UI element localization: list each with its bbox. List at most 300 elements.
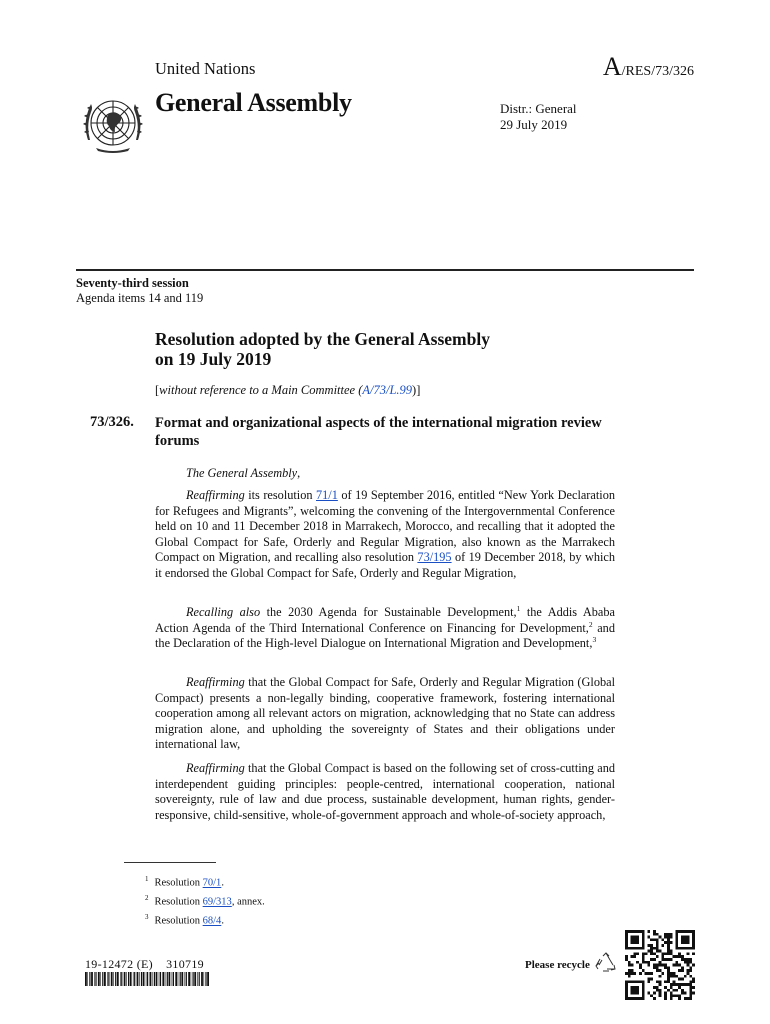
barcode-bar xyxy=(147,972,148,986)
qr-module xyxy=(689,966,692,969)
preamble-opening xyxy=(155,466,615,482)
qr-module xyxy=(675,975,678,978)
qr-module xyxy=(653,930,656,933)
barcode-bar xyxy=(111,972,113,986)
qr-module xyxy=(650,978,653,981)
qr-module xyxy=(673,975,676,978)
qr-module xyxy=(650,944,653,947)
qr-module xyxy=(670,972,673,975)
qr-module xyxy=(673,955,676,958)
barcode-bar xyxy=(181,972,183,986)
barcode-bar xyxy=(98,972,100,986)
qr-module xyxy=(667,952,670,955)
recycle-icon xyxy=(594,951,618,975)
qr-module xyxy=(631,969,634,972)
p4-rest: that the Global Compact is based on the following set of cross-cutting and interdependent guiding principles: people-centred, international cooperation, national sovereignty, rule of law and due process, sustainable development, human rights, gender-responsive, child-sensitive, whole-of-government approach and whole-of-society approach, xyxy=(155,761,615,822)
barcode-icon xyxy=(85,972,210,986)
barcode-bar xyxy=(154,972,155,986)
footnote-rule xyxy=(124,862,216,863)
qr-module xyxy=(664,964,667,967)
qr-module xyxy=(656,955,659,958)
note-ref-link[interactable]: A/73/L.99 xyxy=(362,383,413,397)
barcode-bar xyxy=(205,972,206,986)
qr-module xyxy=(670,983,673,986)
qr-module xyxy=(692,986,695,989)
qr-module xyxy=(684,958,687,961)
qr-module xyxy=(639,972,642,975)
qr-module xyxy=(631,936,639,944)
ref-70-1-link[interactable]: 70/1 xyxy=(202,877,222,889)
qr-module xyxy=(650,958,653,961)
barcode-bar xyxy=(186,972,187,986)
qr-module xyxy=(675,955,678,958)
qr-module xyxy=(678,978,681,981)
barcode-bar xyxy=(108,972,109,986)
qr-module xyxy=(633,972,636,975)
barcode-bar xyxy=(160,972,161,986)
footnote-number: 3 xyxy=(145,913,149,921)
barcode-bar xyxy=(85,972,87,986)
qr-module xyxy=(659,994,662,997)
qr-module xyxy=(667,950,670,953)
p3-italic: Reaffirming xyxy=(186,675,245,689)
qr-module xyxy=(667,936,670,939)
document-symbol xyxy=(603,52,694,82)
qr-module xyxy=(653,938,656,941)
barcode-bar xyxy=(172,972,173,986)
qr-module xyxy=(689,980,692,983)
footnote-text: Resolution xyxy=(154,915,203,927)
agenda-items: Agenda items 14 and 119 xyxy=(76,291,204,305)
ref-68-4-link[interactable]: 68/4 xyxy=(202,915,222,927)
qr-module xyxy=(628,972,631,975)
qr-module xyxy=(667,972,670,975)
barcode-bar xyxy=(185,972,186,986)
footnote-text: . xyxy=(221,877,224,889)
qr-module xyxy=(678,997,681,1000)
qr-module xyxy=(647,930,650,933)
footnote-text: Resolution xyxy=(154,896,203,908)
qr-module xyxy=(661,972,664,975)
barcode-bar xyxy=(120,972,121,986)
barcode-bar xyxy=(175,972,177,986)
qr-module xyxy=(645,961,648,964)
committee-note xyxy=(155,383,420,398)
qr-module xyxy=(681,958,684,961)
qr-module xyxy=(667,941,670,944)
qr-module xyxy=(670,986,673,989)
barcode-bar xyxy=(199,972,200,986)
qr-module xyxy=(681,936,689,944)
barcode-bar xyxy=(124,972,126,986)
qr-module xyxy=(667,980,670,983)
qr-module xyxy=(661,955,664,958)
qr-module xyxy=(661,952,664,955)
qr-module xyxy=(664,936,667,939)
qr-module xyxy=(673,972,676,975)
qr-module xyxy=(692,964,695,967)
qr-module xyxy=(670,992,673,995)
p1-t3: of 19 December 2018, by which it endorsed the Global Compact for Safe, Orderly and Regular Migration, xyxy=(155,550,615,580)
barcode-bar xyxy=(134,972,135,986)
footnotes xyxy=(145,872,265,929)
qr-module xyxy=(692,978,695,981)
qr-module xyxy=(647,978,650,981)
qr-module xyxy=(625,958,628,961)
footnote-text: . xyxy=(221,915,224,927)
barcode-bar xyxy=(150,972,152,986)
qr-module xyxy=(661,938,664,941)
qr-module xyxy=(678,955,681,958)
qr-module xyxy=(659,936,662,939)
barcode-bar xyxy=(143,972,145,986)
footnote-text: , annex. xyxy=(231,896,265,908)
barcode-bar xyxy=(191,972,192,986)
barcode-bar xyxy=(89,972,90,986)
p2-t2: the Addis Ababa Action Agenda of the Third International Conference on Financing for Development, xyxy=(155,605,615,635)
note-text: without reference to a Main Committee ( xyxy=(159,383,363,397)
qr-module xyxy=(631,986,639,994)
qr-module xyxy=(653,958,656,961)
barcode-bar xyxy=(194,972,196,986)
barcode-bar xyxy=(162,972,164,986)
qr-module xyxy=(664,952,667,955)
p1-t2: of 19 September 2016, entitled “New York Declaration for Refugees and Migrants”, welcoming the convening of the Intergovernmental Conference held on 10 and 11 December 2018 in Marrakech, Morocco, and recalling that it adopted the Global Compact for Safe, Orderly and Regular Migration, also known as the Marrakech Compact on Migration, and recalling also resolution xyxy=(155,488,615,565)
qr-module xyxy=(628,964,631,967)
ref-73-195-link[interactable]: 73/195 xyxy=(417,550,452,565)
qr-module xyxy=(642,955,645,958)
qr-module xyxy=(656,941,659,944)
qr-module xyxy=(667,944,670,947)
qr-module xyxy=(664,966,667,969)
qr-module xyxy=(633,955,636,958)
footnote-number: 2 xyxy=(145,894,149,902)
qr-module xyxy=(647,964,650,967)
qr-module xyxy=(675,994,678,997)
p2-t1: the 2030 Agenda for Sustainable Development, xyxy=(260,605,517,619)
barcode-bar xyxy=(133,972,134,986)
qr-module xyxy=(684,992,687,995)
qr-module xyxy=(681,969,684,972)
qr-module xyxy=(639,966,642,969)
qr-module xyxy=(678,986,681,989)
qr-module xyxy=(670,994,673,997)
symbol-prefix: A xyxy=(602,52,622,81)
qr-module xyxy=(689,994,692,997)
qr-module xyxy=(667,969,670,972)
qr-module xyxy=(664,958,667,961)
p0-italic: The General Assembly xyxy=(186,466,298,480)
barcode-bar xyxy=(156,972,158,986)
qr-module xyxy=(647,992,650,995)
qr-module xyxy=(625,955,628,958)
barcode-bar xyxy=(197,972,198,986)
qr-module xyxy=(692,952,695,955)
qr-module xyxy=(664,980,667,983)
qr-module xyxy=(659,983,662,986)
qr-module xyxy=(670,958,673,961)
qr-code-icon xyxy=(625,930,695,1000)
qr-module xyxy=(689,969,692,972)
p2-t3: and the Declaration of the High-level Dialogue on International Migration and Development, xyxy=(155,620,615,651)
qr-module xyxy=(667,978,670,981)
barcode-bar xyxy=(100,972,101,986)
recycle-label: Please recycle xyxy=(525,959,590,971)
distribution: Distr.: General xyxy=(500,101,577,116)
qr-module xyxy=(692,992,695,995)
qr-module xyxy=(664,992,667,995)
qr-module xyxy=(678,969,681,972)
qr-module xyxy=(656,969,659,972)
qr-module xyxy=(678,983,681,986)
qr-module xyxy=(647,950,650,953)
p1-italic: Reaffirming xyxy=(186,488,245,502)
qr-module xyxy=(656,980,659,983)
qr-module xyxy=(653,947,656,950)
qr-module xyxy=(631,955,634,958)
barcode-bar xyxy=(152,972,153,986)
qr-module xyxy=(625,972,628,975)
qr-module xyxy=(689,975,692,978)
footnote-1 xyxy=(145,872,265,891)
qr-module xyxy=(684,975,687,978)
qr-module xyxy=(659,992,662,995)
qr-module xyxy=(689,986,692,989)
symbol-rest: /RES/73/326 xyxy=(621,64,694,79)
session-name: Seventy-third session xyxy=(76,276,189,290)
qr-module xyxy=(656,947,659,950)
barcode-bar xyxy=(169,972,171,986)
qr-module xyxy=(673,994,676,997)
qr-module xyxy=(631,964,634,967)
qr-module xyxy=(642,958,645,961)
qr-module xyxy=(653,952,656,955)
barcode-bar xyxy=(113,972,114,986)
qr-module xyxy=(689,992,692,995)
qr-module xyxy=(659,950,662,953)
header-rule xyxy=(76,269,694,271)
title-line-1: Resolution adopted by the General Assembly xyxy=(155,329,490,349)
qr-module xyxy=(681,989,684,992)
qr-module xyxy=(664,997,667,1000)
qr-module xyxy=(687,964,690,967)
qr-module xyxy=(631,972,634,975)
footnote-ref-1[interactable]: 1 xyxy=(516,603,521,613)
footnote-text: Resolution xyxy=(154,877,203,889)
qr-module xyxy=(687,958,690,961)
barcode-bar xyxy=(167,972,168,986)
qr-module xyxy=(692,980,695,983)
issue-date: 29 July 2019 xyxy=(500,117,568,132)
qr-module xyxy=(675,989,678,992)
qr-module xyxy=(689,989,692,992)
session-block xyxy=(76,276,203,306)
qr-module xyxy=(653,986,656,989)
qr-module xyxy=(664,986,667,989)
qr-module xyxy=(687,983,690,986)
qr-module xyxy=(675,964,678,967)
barcode-bar xyxy=(178,972,179,986)
barcode-bar xyxy=(94,972,95,986)
qr-module xyxy=(670,936,673,939)
qr-module xyxy=(670,933,673,936)
qr-module xyxy=(681,978,684,981)
qr-module xyxy=(647,944,650,947)
qr-module xyxy=(628,975,631,978)
barcode-bar xyxy=(204,972,205,986)
qr-module xyxy=(650,994,653,997)
qr-module xyxy=(628,961,631,964)
qr-module xyxy=(653,992,656,995)
qr-module xyxy=(681,966,684,969)
qr-module xyxy=(664,941,667,944)
qr-module xyxy=(639,964,642,967)
qr-module xyxy=(675,983,678,986)
qr-module xyxy=(645,952,648,955)
qr-module xyxy=(689,997,692,1000)
qr-module xyxy=(656,950,659,953)
qr-module xyxy=(689,958,692,961)
footnote-ref-2[interactable]: 2 xyxy=(588,619,593,629)
qr-module xyxy=(653,966,656,969)
qr-module xyxy=(687,969,690,972)
qr-module xyxy=(667,975,670,978)
qr-module xyxy=(667,933,670,936)
qr-module xyxy=(687,952,690,955)
qr-module xyxy=(687,961,690,964)
qr-module xyxy=(628,969,631,972)
barcode-bar xyxy=(159,972,160,986)
barcode-bar xyxy=(165,972,166,986)
barcode-bar xyxy=(115,972,116,986)
paragraph-3 xyxy=(155,675,615,753)
resolution-title: Format and organizational aspects of the international migration review forums xyxy=(155,415,602,449)
qr-module xyxy=(673,980,676,983)
note-close: )] xyxy=(412,383,421,397)
ref-71-1-link[interactable]: 71/1 xyxy=(316,488,338,502)
qr-module xyxy=(670,997,673,1000)
barcode-bar xyxy=(104,972,106,986)
qr-module xyxy=(645,972,648,975)
qr-module xyxy=(656,989,659,992)
footnote-number: 1 xyxy=(145,875,149,883)
qr-module xyxy=(636,961,639,964)
barcode-bar xyxy=(95,972,96,986)
qr-module xyxy=(647,961,650,964)
qr-module xyxy=(684,997,687,1000)
qr-module xyxy=(681,992,684,995)
barcode-bar xyxy=(91,972,93,986)
qr-module xyxy=(667,958,670,961)
qr-module xyxy=(653,964,656,967)
qr-module xyxy=(642,952,645,955)
barcode-bar xyxy=(141,972,142,986)
qr-module xyxy=(659,964,662,967)
barcode-bar xyxy=(117,972,119,986)
resolution-number: 73/326. xyxy=(90,414,134,430)
qr-module xyxy=(656,933,659,936)
barcode-bar xyxy=(126,972,127,986)
note-open: [ xyxy=(155,383,160,397)
barcode-bar xyxy=(137,972,139,986)
qr-module xyxy=(678,952,681,955)
qr-module xyxy=(681,955,684,958)
barcode-bar xyxy=(180,972,181,986)
qr-module xyxy=(650,950,653,953)
barcode-bar xyxy=(193,972,194,986)
qr-module xyxy=(667,947,670,950)
qr-module xyxy=(650,972,653,975)
qr-module xyxy=(647,936,650,939)
qr-module xyxy=(664,933,667,936)
barcode-bar xyxy=(128,972,129,986)
qr-module xyxy=(656,986,659,989)
qr-module xyxy=(659,980,662,983)
qr-module xyxy=(689,983,692,986)
qr-module xyxy=(673,989,676,992)
footnote-ref-3[interactable]: 3 xyxy=(592,635,597,645)
qr-module xyxy=(656,966,659,969)
qr-module xyxy=(642,961,645,964)
barcode-bar xyxy=(146,972,147,986)
job-number: 19-12472 (E) 310719 xyxy=(85,957,204,971)
barcode-bar xyxy=(207,972,209,986)
qr-module xyxy=(650,952,653,955)
qr-module xyxy=(667,938,670,941)
qr-module xyxy=(673,964,676,967)
page-title xyxy=(155,329,490,369)
barcode-bar xyxy=(201,972,203,986)
barcode-bar xyxy=(188,972,190,986)
qr-module xyxy=(647,980,650,983)
qr-module xyxy=(653,933,656,936)
qr-module xyxy=(661,964,664,967)
qr-module xyxy=(667,989,670,992)
distribution-block xyxy=(500,101,577,133)
barcode-bar xyxy=(102,972,103,986)
qr-module xyxy=(675,961,678,964)
qr-module xyxy=(670,941,673,944)
qr-module xyxy=(636,952,639,955)
barcode-bar xyxy=(139,972,140,986)
qr-module xyxy=(678,964,681,967)
un-emblem-icon xyxy=(78,88,148,158)
qr-module xyxy=(673,983,676,986)
qr-module xyxy=(661,944,664,947)
qr-module xyxy=(659,989,662,992)
qr-module xyxy=(670,975,673,978)
qr-module xyxy=(670,952,673,955)
qr-module xyxy=(650,938,653,941)
footnote-3 xyxy=(145,910,265,929)
qr-module xyxy=(659,969,662,972)
qr-module xyxy=(687,997,690,1000)
barcode-bar xyxy=(130,972,132,986)
qr-module xyxy=(689,961,692,964)
qr-module xyxy=(681,983,684,986)
p0-rest: , xyxy=(297,466,301,480)
qr-module xyxy=(656,964,659,967)
qr-module xyxy=(659,961,662,964)
organization-name: United Nations xyxy=(155,59,256,78)
qr-module xyxy=(656,944,659,947)
qr-module xyxy=(684,983,687,986)
p4-italic: Reaffirming xyxy=(186,761,245,775)
p1-t1: its resolution xyxy=(244,488,316,502)
barcode-bar xyxy=(107,972,108,986)
ref-69-313-link[interactable]: 69/313 xyxy=(202,896,232,908)
qr-module xyxy=(642,969,645,972)
